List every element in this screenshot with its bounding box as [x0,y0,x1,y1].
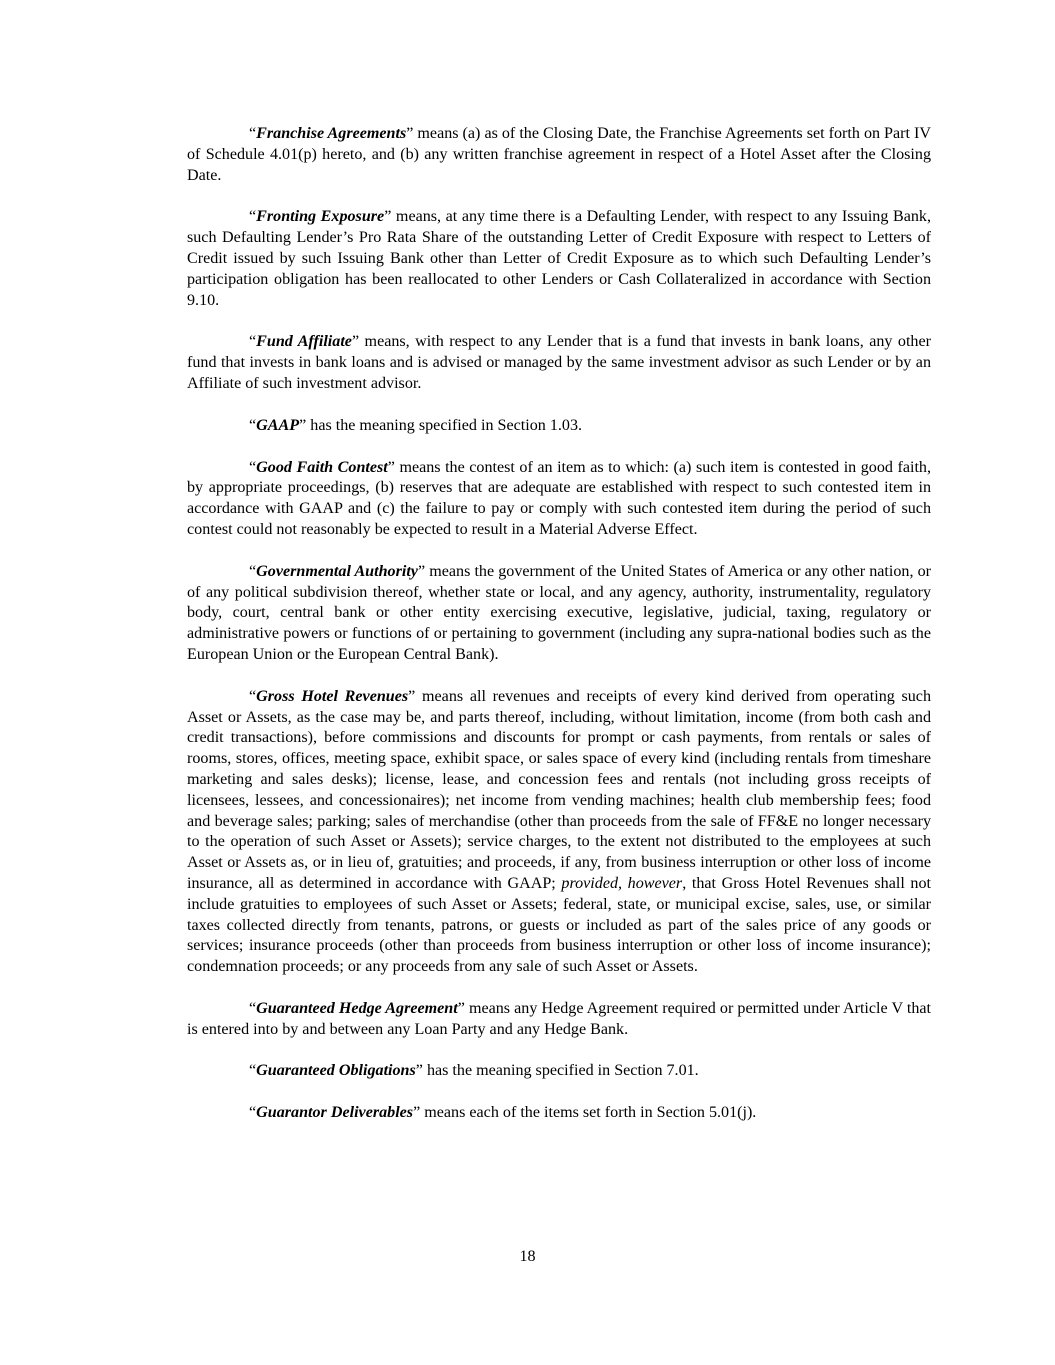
definition-good-faith-contest: “Good Faith Contest” means the contest of an item as to which: (a) such item is contested in good faith, by appropriate proceedings, (b) reserves that are adequate are established with respect to such contested item in accordance with GAAP and (c) the failure to pay or comply with such contested item during the period of such contest could not reasonably be expected to result in a Material Adverse Effect. [187,458,931,538]
defined-term: Guarantor Deliverables [256,1104,414,1122]
definition-text: means, with respect to any Lender that is a fund that invests in bank loans, any other fund that invests in bank loans and is advised or managed by the same investment advisor as such Lender or by an Affiliate of such investment advisor. [187,333,931,392]
definition-gross-hotel-revenues: “Gross Hotel Revenues” means all revenues and receipts of every kind derived from operating such Asset or Assets, as the case may be, and parts thereof, including, without limitation, income (from both cash and credit transactions), before commissions and discounts for prompt or cash payments, from rentals or sales of rooms, stores, offices, meeting space, exhibit space, or sales space of every kind (including rentals from timeshare marketing and sales desks); license, lease, and concession fees and rentals (not including gross receipts of licensees, lessees, and concessionaires); net income from vending machines; health club membership fees; food and beverage sales; parking; sales of merchandise (other than proceeds from the sale of FF&E no longer necessary to the operation of such Asset or Assets); service charges, to the extent not distributed to the employees at such Asset or Assets as, or in lieu of, gratuities; and proceeds, if any, from business interruption or other loss of income insurance, all as determined in accordance with GAAP; provided, however, that Gross Hotel Revenues shall not include gratuities to employees of such Asset or Assets; federal, state, or municipal excise, sales, use, or similar taxes collected directly from tenants, patrons, or guests or included as part of the sales price of any goods or services; insurance proceeds (other than proceeds from business interruption or other loss of income insurance); condemnation proceeds; or any proceeds from any sale of such Asset or Assets. [187,687,931,976]
definition-governmental-authority: “Governmental Authority” means the government of the United States of America or any other nation, or of any political subdivision thereof, whether state or local, and any agency, authority, instrumentality, regulatory body, court, central bank or other entity exercising executive, legislative, judicial, taxing, regulatory or administrative powers or functions of or pertaining to government (including any supra-national bodies such as the European Union or the European Central Bank). [187,562,931,663]
definition-text-continued: , that Gross Hotel Revenues shall not include gratuities to employees of such Asset or Assets; federal, state, or municipal excise, sales, use, or similar taxes collected directly from tenants, patrons, or guests or included as part of the sales price of any goods or services; insurance proceeds (other than proceeds from business interruption or other loss of income insurance); condemnation proceeds; or any proceeds from any sale of such Asset or Assets. [187,874,931,976]
proviso-phrase: provided, however [561,874,683,892]
definition-text: means each of the items set forth in Section 5.01(j). [420,1104,757,1122]
definition-guarantor-deliverables: “Guarantor Deliverables” means each of the items set forth in Section 5.01(j). [249,1104,757,1122]
definition-text: means (a) as of the Closing Date, the Franchise Agreements set forth on Part IV of Schedule 4.01(p) hereto, and (b) any written franchise agreement in respect of a Hotel Asset after the Closing Date. [187,125,931,184]
definition-fronting-exposure: “Fronting Exposure” means, at any time there is a Defaulting Lender, with respect to any Issuing Bank, such Defaulting Lender’s Pro Rata Share of the outstanding Letter of Credit Exposure with respect to Letters of Credit issued by such Issuing Bank other than Letter of Credit Exposure as to which such Defaulting Lender’s participation obligation has been reallocated to other Lenders or Cash Collateralized in accordance with Section 9.10. [187,208,931,309]
defined-term: Fund Affiliate [256,333,352,351]
defined-term: Franchise Agreements [256,125,407,142]
definition-guaranteed-obligations: “Guaranteed Obligations” has the meaning specified in Section 7.01. [249,1062,699,1080]
definition-guaranteed-hedge-agreement: “Guaranteed Hedge Agreement” means any Hedge Agreement required or permitted under Article V that is entered into by and between any Loan Party and any Hedge Bank. [187,999,931,1038]
definition-text: means any Hedge Agreement required or permitted under Article V that is entered into by and between any Loan Party and any Hedge Bank. [187,999,931,1038]
document-body [187,124,931,1145]
defined-term: Fronting Exposure [256,208,385,226]
definition-fund-affiliate: “Fund Affiliate” means, with respect to any Lender that is a fund that invests in bank loans, any other fund that invests in bank loans and is advised or managed by the same investment advisor as such Lender or by an Affiliate of such investment advisor. [187,333,931,392]
definition-text: means, at any time there is a Defaulting Lender, with respect to any Issuing Bank, such Defaulting Lender’s Pro Rata Share of the outstanding Letter of Credit Exposure with respect to Letters of Credit issued by such Issuing Bank other than Letter of Credit Exposure as to which such Defaulting Lender’s participation obligation has been reallocated to other Lenders or Cash Collateralized in accordance with Section 9.10. [187,208,931,309]
page-number: 18 [519,1248,536,1265]
definition-text: means all revenues and receipts of every kind derived from operating such Asset or Assets, as the case may be, and parts thereof, including, without limitation, income (from both cash and credit transactions), before commissions and discounts for prompt or cash payments, from rentals or sales of rooms, stores, offices, meeting space, exhibit space, or sales space of every kind (including rentals from timeshare marketing and sales desks); license, lease, and concession fees and rentals (not including gross receipts of licensees, lessees, and concessionaires); net income from vending machines; health club membership fees; food and beverage sales; parking; sales of merchandise (other than proceeds from the sale of FF&E no longer necessary to the operation of such Asset or Assets); service charges, to the extent not distributed to the employees at such Asset or Assets as, or in lieu of, gratuities; and proceeds, if any, from business interruption or other loss of income insurance, all as determined in accordance with GAAP; [187,687,931,892]
definition-franchise-agreements: “Franchise Agreements” means (a) as of the Closing Date, the Franchise Agreements set forth on Part IV of Schedule 4.01(p) hereto, and (b) any written franchise agreement in respect of a Hotel Asset after the Closing Date. [187,125,931,184]
defined-term: Guaranteed Obligations [256,1062,416,1080]
definition-text: has the meaning specified in Section 7.01. [422,1062,699,1080]
defined-term: Governmental Authority [256,562,418,580]
defined-term: Gross Hotel Revenues [256,687,409,705]
defined-term: GAAP [256,416,300,434]
defined-term: Good Faith Contest [256,458,388,476]
definition-gaap: “GAAP” has the meaning specified in Section 1.03. [249,416,583,434]
defined-term: Guaranteed Hedge Agreement [256,999,458,1017]
definition-text: has the meaning specified in Section 1.03. [306,416,583,434]
definition-text: means the contest of an item as to which: (a) such item is contested in good faith, by appropriate proceedings, (b) reserves that are adequate are established with respect to such contested item in accordance with GAAP and (c) the failure to pay or comply with such contested item during the period of such contest could not reasonably be expected to result in a Material Adverse Effect. [187,458,931,538]
definition-text: means the government of the United States of America or any other nation, or of any political subdivision thereof, whether state or local, and any agency, authority, instrumentality, regulatory body, court, central bank or other entity exercising executive, legislative, judicial, taxing, regulatory or administrative powers or functions of or pertaining to government (including any supra-national bodies such as the European Union or the European Central Bank). [187,562,931,663]
